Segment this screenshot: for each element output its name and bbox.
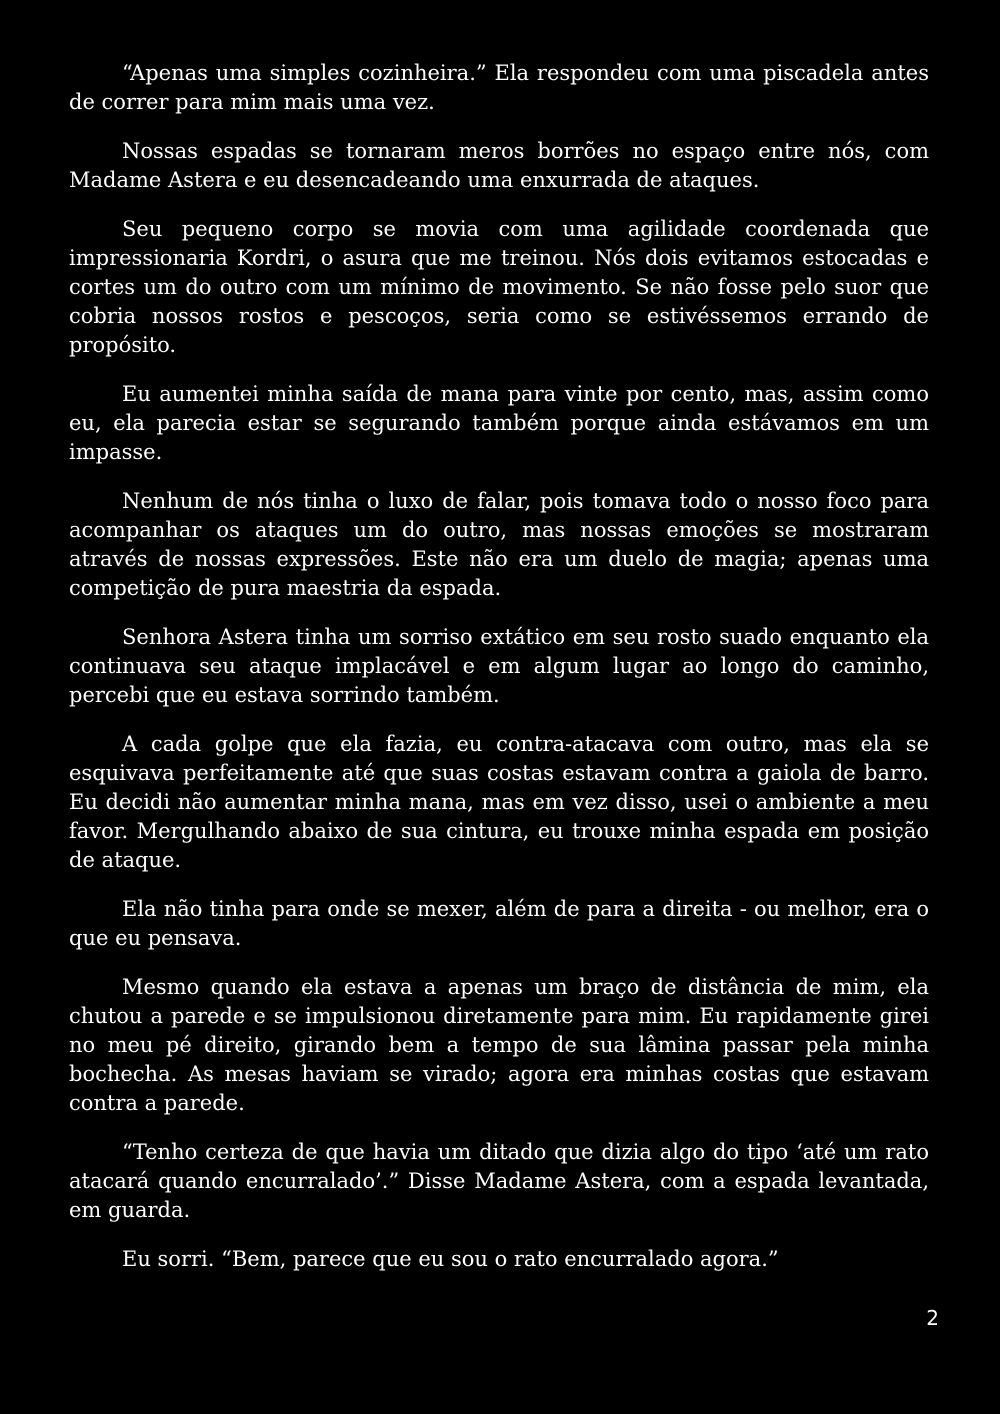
paragraph-8: Ela não tinha para onde se mexer, além de para a direita - ou melhor, era o que eu pensava. [69,897,929,950]
paragraph-6: Senhora Astera tinha um sorriso extático em seu rosto suado enquanto ela continuava seu ataque implacável e em algum lugar ao longo do caminho, percebi que eu estava sorrindo também. [69,625,929,707]
paragraph-2: Nossas espadas se tornaram meros borrões no espaço entre nós, com Madame Astera e eu desencadeando uma enxurrada de ataques. [69,139,929,192]
paragraph-11: Eu sorri. “Bem, parece que eu sou o rato encurralado agora.” [122,1247,779,1271]
paragraph-9: Mesmo quando ela estava a apenas um braço de distância de mim, ela chutou a parede e se impulsionou diretamente para mim. Eu rapidamente girei no meu pé direito, girando bem a tempo de sua lâmina passar pela minha bochecha. As mesas haviam se virado; agora era minhas costas que estavam contra a parede. [69,975,929,1115]
page-number: 2 [926,1306,939,1330]
paragraph-4: Eu aumentei minha saída de mana para vinte por cento, mas, assim como eu, ela parecia estar se segurando também porque ainda estávamos em um impasse. [69,382,929,464]
paragraph-10: “Tenho certeza de que havia um ditado que dizia algo do tipo ‘até um rato atacará quando encurralado’.” Disse Madame Astera, com a espada levantada, em guarda. [69,1140,929,1222]
paragraph-1: “Apenas uma simples cozinheira.” Ela respondeu com uma piscadela antes de correr para mim mais uma vez. [69,61,929,114]
paragraph-5: Nenhum de nós tinha o luxo de falar, pois tomava todo o nosso foco para acompanhar os ataques um do outro, mas nossas emoções se mostraram através de nossas expressões. Este não era um duelo de magia; apenas uma competição de pura maestria da espada. [69,489,929,600]
text-body [69,59,929,1274]
paragraph-3: Seu pequeno corpo se movia com uma agilidade coordenada que impressionaria Kordri, o asura que me treinou. Nós dois evitamos estocadas e cortes um do outro com um mínimo de movimento. Se não fosse pelo suor que cobria nossos rostos e pescoços, seria como se estivéssemos errando de propósito. [69,217,929,357]
paragraph-7: A cada golpe que ela fazia, eu contra-atacava com outro, mas ela se esquivava perfeitamente até que suas costas estavam contra a gaiola de barro. Eu decidi não aumentar minha mana, mas em vez disso, usei o ambiente a meu favor. Mergulhando abaixo de sua cintura, eu trouxe minha espada em posição de ataque. [69,732,929,872]
